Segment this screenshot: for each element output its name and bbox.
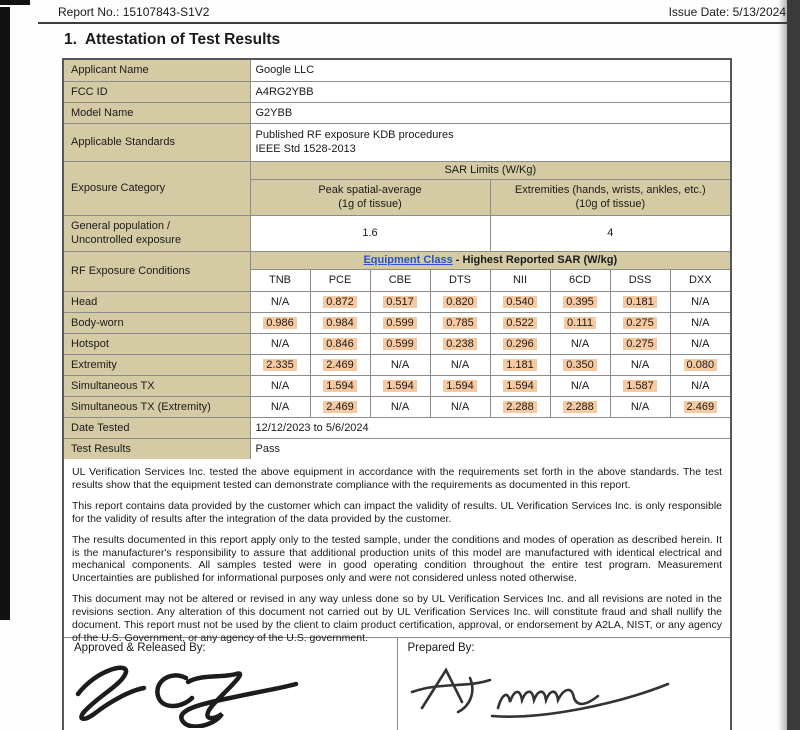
highlighted-sar-value: 2.469 [323,359,357,371]
highlighted-sar-value: 2.469 [323,401,357,413]
highlighted-sar-value: 0.238 [443,338,477,350]
sar-value-cell: N/A [550,333,610,354]
report-number: Report No.: 15107843-S1V2 [58,5,210,19]
table-row [64,417,730,438]
class-column-header: PCE [310,269,370,291]
highlighted-sar-value: 1.594 [323,380,357,392]
sar-value-cell: N/A [550,375,610,396]
highlighted-sar-value: 0.522 [503,317,537,329]
page-title: 1. Attestation of Test Results [64,31,281,48]
prepared-signature-box [397,638,731,730]
row-label: Applicable Standards [64,123,250,161]
table-row [64,354,730,375]
highlighted-sar-value: 2.288 [503,401,537,413]
sar-value-cell [670,396,730,417]
sar-value-cell [610,333,670,354]
scan-edge-top [0,0,30,5]
sar-value-cell: N/A [250,396,310,417]
table-row [64,312,730,333]
class-column-header: 6CD [550,269,610,291]
prepared-signature [404,656,704,726]
row-label: FCC ID [64,81,250,102]
highlighted-sar-value: 1.594 [503,380,537,392]
highlighted-sar-value: 0.080 [684,359,718,371]
sar-value-cell: N/A [370,354,430,375]
sar-value-cell [490,396,550,417]
highlighted-sar-value: 0.599 [383,317,417,329]
row-label: Model Name [64,102,250,123]
equipment-class-link[interactable]: Equipment Class [363,254,453,266]
table-row [64,396,730,417]
row-label: Simultaneous TX (Extremity) [64,396,250,417]
row-label-rf-exposure: RF Exposure Conditions [64,251,250,291]
table-row [64,215,730,251]
sar-value-cell [610,375,670,396]
equipment-class-header [250,251,730,269]
sar-value-cell [610,312,670,333]
highlighted-sar-value: 0.395 [563,296,597,308]
disclaimer-paragraph: This document may not be altered or revised in any way unless done so by UL Verification Services Inc. and all revisions are noted in the revisions section. Any alteration of this document not carried out by UL Verification Services Inc. will constitute fraud and shall nullify the document. This report must not be used by the client to claim product certification, approval, or endorsement by A2LA, NIST, or any agency of the U.S. Government, or any agency of the U.S. government. [72,593,722,644]
sar-value-cell [430,375,490,396]
row-label: Extremity [64,354,250,375]
table-row [64,161,730,179]
highlighted-sar-value: 0.785 [443,317,477,329]
highlighted-sar-value: 2.469 [684,401,718,413]
table-row [64,123,730,161]
sar-value-cell [250,354,310,375]
table-row [64,102,730,123]
highlighted-sar-value: 0.820 [443,296,477,308]
table-row [64,438,730,459]
sar-value-cell: N/A [670,375,730,396]
scan-edge-left [0,7,10,620]
sar-value-cell [490,354,550,375]
sar-table-body [64,291,730,417]
table-row [64,333,730,354]
sar-value-cell: N/A [370,396,430,417]
table-row [64,375,730,396]
sar-value-cell [370,291,430,312]
sar-value-cell [310,312,370,333]
extremities-limit-value: 4 [490,215,730,251]
sar-value-cell: N/A [610,354,670,375]
table-row [64,251,730,269]
sar-value-cell [430,333,490,354]
sar-value-cell: N/A [430,396,490,417]
approved-signature-box [64,638,397,730]
sar-value-cell [550,354,610,375]
row-label-general-population: General population / Uncontrolled exposure [64,215,250,251]
sar-value-cell [670,354,730,375]
viewer-edge-strip [787,0,800,730]
class-column-header: DXX [670,269,730,291]
peak-limit-value: 1.6 [250,215,490,251]
highlighted-sar-value: 0.872 [323,296,357,308]
class-column-header: CBE [370,269,430,291]
sar-value-cell [490,333,550,354]
sar-value-cell [430,291,490,312]
fcc-id-value: A4RG2YBB [250,81,730,102]
sar-value-cell [490,375,550,396]
applicant-name-value: Google LLC [250,60,730,81]
sar-value-cell: N/A [670,333,730,354]
highlighted-sar-value: 0.181 [623,296,657,308]
date-tested-value: 12/12/2023 to 5/6/2024 [250,417,730,438]
highlighted-sar-value: 0.984 [323,317,357,329]
disclaimer-paragraph: UL Verification Services Inc. tested the above equipment in accordance with the requirements set forth in the above standards. The test results show that the equipment tested can demonstrate compliance with the requirements as documented in this report. [72,466,722,491]
test-results-value: Pass [250,438,730,459]
class-column-header: TNB [250,269,310,291]
row-label-exposure-category: Exposure Category [64,161,250,215]
sar-value-cell [550,291,610,312]
highlighted-sar-value: 2.288 [563,401,597,413]
extremities-header: Extremities (hands, wrists, ankles, etc.) (10g of tissue) [490,179,730,215]
sar-value-cell: N/A [250,333,310,354]
class-column-header: DSS [610,269,670,291]
sar-value-cell [310,396,370,417]
highlighted-sar-value: 2.335 [263,359,297,371]
highlighted-sar-value: 1.181 [503,359,537,371]
row-label: Hotspot [64,333,250,354]
sar-value-cell [610,291,670,312]
table-row [64,291,730,312]
highlighted-sar-value: 1.594 [443,380,477,392]
sar-value-cell [550,396,610,417]
disclaimer-paragraph: This report contains data provided by the customer which can impact the validity of results. UL Verification Services Inc. is only responsible for the validity of results after the integration of the data provided by the customer. [72,499,722,525]
sar-value-cell [310,333,370,354]
highlighted-sar-value: 0.517 [383,296,417,308]
report-header [38,2,788,24]
row-label: Body-worn [64,312,250,333]
row-label: Head [64,291,250,312]
sar-value-cell [370,333,430,354]
issue-date: Issue Date: 5/13/2024 [668,5,786,19]
highlighted-sar-value: 0.846 [323,338,357,350]
highlighted-sar-value: 0.111 [564,317,596,329]
highlighted-sar-value: 0.275 [623,317,657,329]
sar-value-cell: N/A [610,396,670,417]
sar-value-cell [370,312,430,333]
highlighted-sar-value: 0.540 [503,296,537,308]
highlighted-sar-value: 0.275 [623,338,657,350]
highlighted-sar-value: 1.587 [623,380,657,392]
table-row [64,60,730,81]
sar-value-cell [490,312,550,333]
disclaimer-paragraph: The results documented in this report apply only to the tested sample, under the conditions and modes of operation as described herein. It is the manufacturer's responsibility to assure that additional production units of this model are manufactured with identical electrical and mechanical components. All samples tested were in good operating condition throughout the entire test program. Measurement Uncertainties are published for informational purposes only and were not considered unless noted otherwise. [72,533,722,585]
sar-value-cell [550,312,610,333]
sar-value-cell [370,375,430,396]
prepared-by-label: Prepared By: [407,642,475,654]
class-column-header: NII [490,269,550,291]
sar-value-cell [490,291,550,312]
table-row [64,81,730,102]
signature-section [64,637,730,730]
sar-value-cell: N/A [250,375,310,396]
sar-value-cell [310,354,370,375]
class-column-header: DTS [430,269,490,291]
highest-reported-sar-label: - Highest Reported SAR (W/kg) [452,254,618,266]
highlighted-sar-value: 1.594 [383,380,417,392]
sar-value-cell: N/A [250,291,310,312]
highlighted-sar-value: 0.599 [383,338,417,350]
model-name-value: G2YBB [250,102,730,123]
sar-value-cell: N/A [430,354,490,375]
sar-value-cell [310,375,370,396]
sar-value-cell: N/A [670,291,730,312]
approved-signature [70,656,350,728]
peak-spatial-header: Peak spatial-average (1g of tissue) [250,179,490,215]
approved-by-label: Approved & Released By: [74,642,206,654]
highlighted-sar-value: 0.296 [503,338,537,350]
attestation-table [64,60,730,459]
row-label: Simultaneous TX [64,375,250,396]
sar-value-cell [250,312,310,333]
disclaimer-paragraphs [64,459,730,644]
applicable-standards-value: Published RF exposure KDB procedures IEEE Std 1528-2013 [250,123,730,161]
highlighted-sar-value: 0.986 [263,317,297,329]
sar-value-cell [310,291,370,312]
sar-limits-header: SAR Limits (W/Kg) [250,161,730,179]
row-label: Test Results [64,438,250,459]
sar-value-cell [430,312,490,333]
row-label: Applicant Name [64,60,250,81]
attestation-table-box [62,58,732,730]
page-margin-shadow [778,0,787,730]
row-label: Date Tested [64,417,250,438]
sar-value-cell: N/A [670,312,730,333]
highlighted-sar-value: 0.350 [563,359,597,371]
